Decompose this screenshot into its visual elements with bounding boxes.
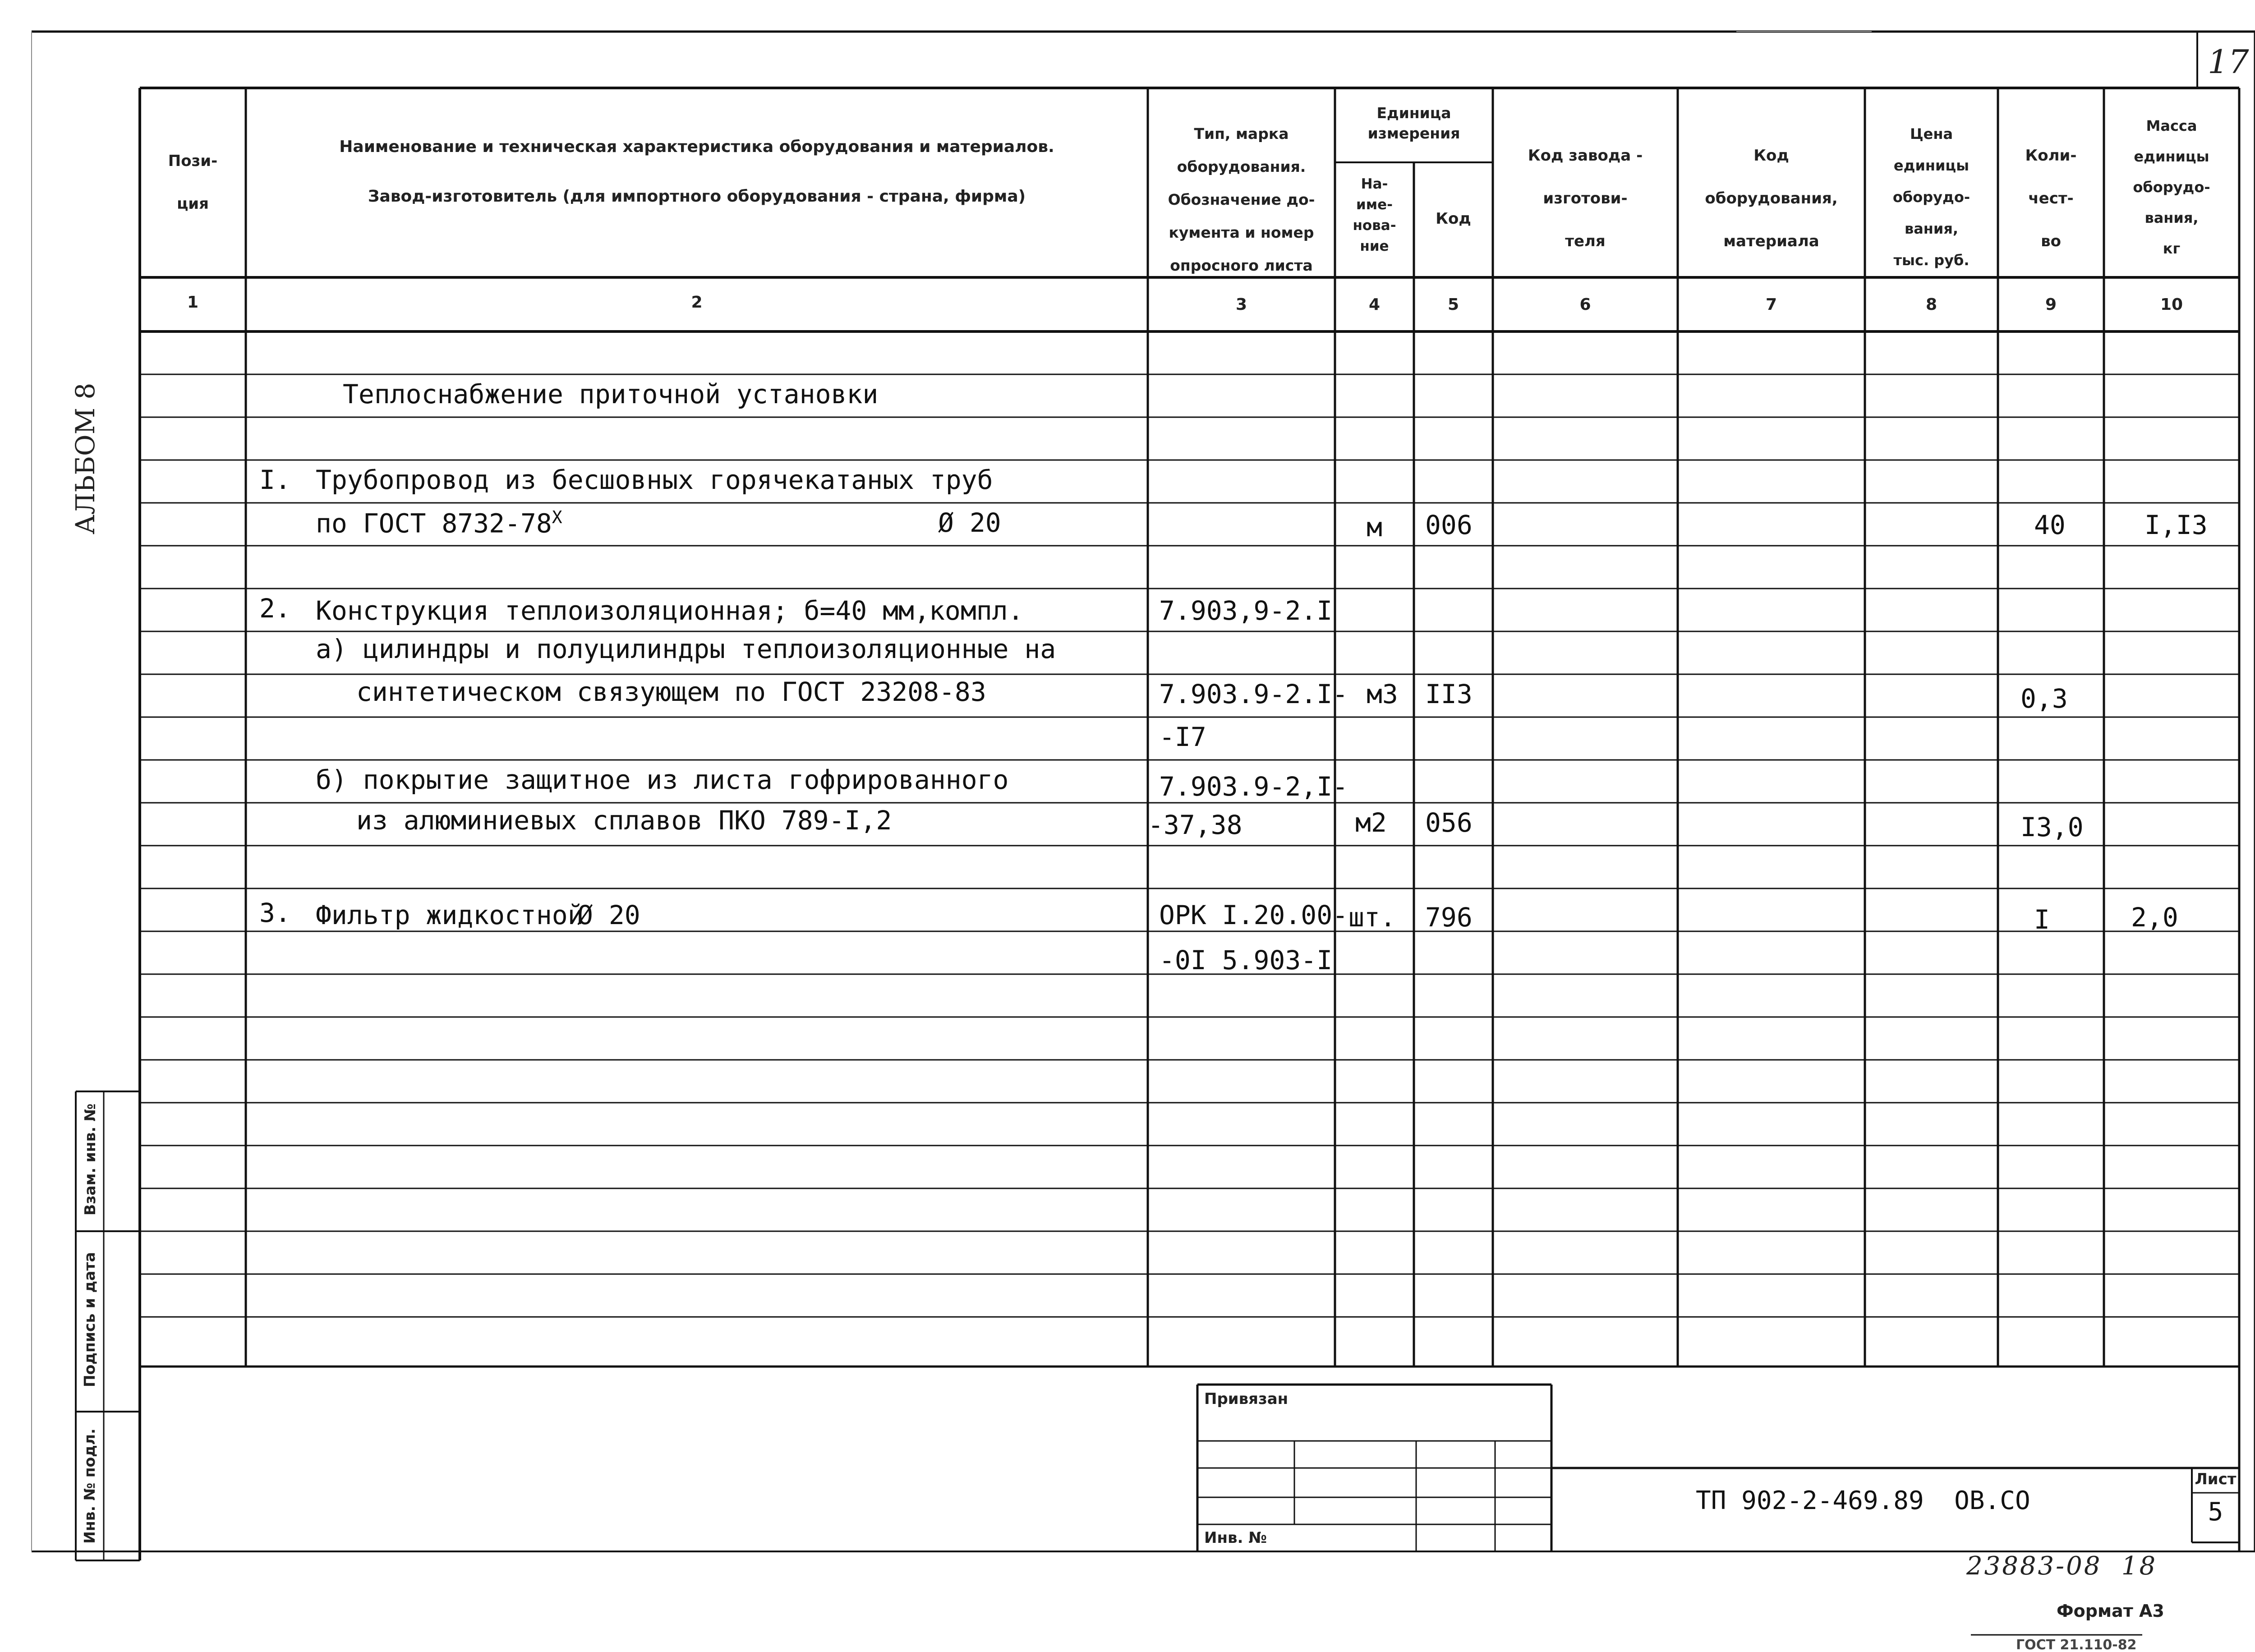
item-3-diameter: Ø 20 [577, 900, 640, 930]
item-3-unit: шт. [1348, 902, 1396, 933]
document-code: ТП 902-2-469.89 ОВ.СО [1696, 1486, 2030, 1515]
header-equipment-code: Код оборудования, материала [1705, 147, 1838, 250]
item-2a-type-cont: -I7 [1159, 722, 1206, 752]
col-number-3: 3 [1235, 295, 1247, 314]
item-1-standard: по ГОСТ 8732-78 [316, 508, 552, 539]
item-1-name: Трубопровод из бесшовных горячекатаных труб [316, 465, 993, 495]
section-heading: Теплоснабжение приточной установки [343, 379, 879, 410]
item-2a-type: 7.903.9-2.I- [1159, 679, 1348, 709]
header-position: Пози- ция [168, 152, 218, 213]
col-number-5: 5 [1447, 295, 1459, 314]
col-number-1: 1 [187, 293, 199, 312]
item-2-type: 7.903,9-2.I [1159, 595, 1333, 626]
col-number-8: 8 [1925, 295, 1937, 314]
stamp-signature-date: Подпись и дата [81, 1252, 98, 1387]
col-number-7: 7 [1765, 295, 1777, 314]
header-plant-code: Код завода - изготови- теля [1528, 147, 1643, 250]
header-name-line1: Наименование и техническая характеристика оборудования и материалов. [339, 138, 1054, 156]
item-3-unit-code: 796 [1425, 902, 1473, 933]
col-number-9: 9 [2045, 295, 2057, 314]
item-2a-name: а) цилиндры и полуцилиндры теплоизоляционные на [316, 634, 1056, 664]
header-unit-code: Код [1436, 210, 1471, 228]
item-3-position: 3. [259, 897, 291, 928]
item-2a-quantity: 0,3 [2020, 683, 2068, 714]
item-1-position: I. [259, 465, 291, 495]
archive-number: 23883-08 18 [1966, 1551, 2158, 1581]
sheet-number: 17 [2208, 43, 2249, 81]
header-unit-name: На- име- нова- ние [1353, 176, 1396, 254]
header-name-line2: Завод-изготовитель (для импортного оборудования - страна, фирма) [368, 187, 1026, 206]
format-label: Формат А3 [2057, 1601, 2164, 1621]
item-3-type: ОРК I.20.00- [1159, 900, 1348, 930]
item-2-position: 2. [259, 593, 291, 624]
stamp-replace-inv: Взам. инв. № [81, 1103, 99, 1216]
header-unit-price: Цена единицы оборудо- вания, тыс. руб. [1892, 125, 1970, 269]
col-number-4: 4 [1368, 295, 1381, 314]
item-3-name: Фильтр жидкостной [316, 900, 584, 930]
item-2b-unit-code: 056 [1425, 807, 1473, 838]
item-2b-quantity: I3,0 [2020, 812, 2084, 842]
header-unit-mass: Масса единицы оборудо- вания, кг [2133, 117, 2210, 257]
item-2a-unit: м3 [1367, 679, 1398, 709]
header-quantity: Коли- чест- во [2025, 147, 2077, 250]
item-2b-type: 7.903.9-2,I- [1159, 771, 1348, 802]
stamp-original-inv: Инв. № подл. [81, 1428, 98, 1544]
item-2b-unit: м2 [1355, 807, 1387, 838]
item-1-name-cont [316, 507, 562, 538]
item-2b-name: б) покрытие защитное из листа гофрированного [316, 764, 1009, 795]
item-3-quantity: I [2034, 904, 2050, 935]
sheet-label: Лист [2195, 1470, 2237, 1488]
col-number-2: 2 [691, 293, 703, 312]
item-2-name: Конструкция теплоизоляционная; б=40 мм, [316, 595, 930, 626]
item-3-type-cont: -0I 5.903-I [1159, 945, 1333, 976]
item-1-unit-code: 006 [1425, 510, 1473, 540]
item-1-diameter: Ø 20 [938, 507, 1001, 538]
item-2b-type-cont: -37,38 [1148, 810, 1243, 840]
item-1-standard-sup: Х [552, 507, 562, 527]
header-unit-group: Единица измерения [1367, 104, 1460, 142]
privyazan-label: Привязан [1204, 1390, 1289, 1408]
item-1-unit: м [1367, 512, 1382, 543]
item-2b-name-cont: из алюминиевых сплавов ПКО 789-I,2 [356, 805, 892, 836]
col-number-10: 10 [2160, 295, 2183, 314]
item-2-unit-extra: компл. [929, 595, 1024, 626]
item-2a-unit-code: II3 [1425, 679, 1473, 709]
album-label: АЛЬБОМ 8 [70, 382, 101, 534]
header-type-mark: Тип, марка оборудования. Обозначение до- кумента и номер опросного листа [1168, 125, 1315, 274]
item-2a-name-cont: синтетическом связующем по ГОСТ 23208-83 [356, 676, 986, 707]
col-number-6: 6 [1579, 295, 1591, 314]
gost-footer: ГОСТ 21.110-82 [2016, 1637, 2137, 1652]
item-3-mass: 2,0 [2131, 902, 2178, 933]
inv-number-label: Инв. № [1204, 1529, 1267, 1547]
item-1-mass: I,I3 [2145, 510, 2208, 540]
sheet-value: 5 [2208, 1497, 2223, 1527]
item-1-quantity: 40 [2034, 510, 2066, 540]
